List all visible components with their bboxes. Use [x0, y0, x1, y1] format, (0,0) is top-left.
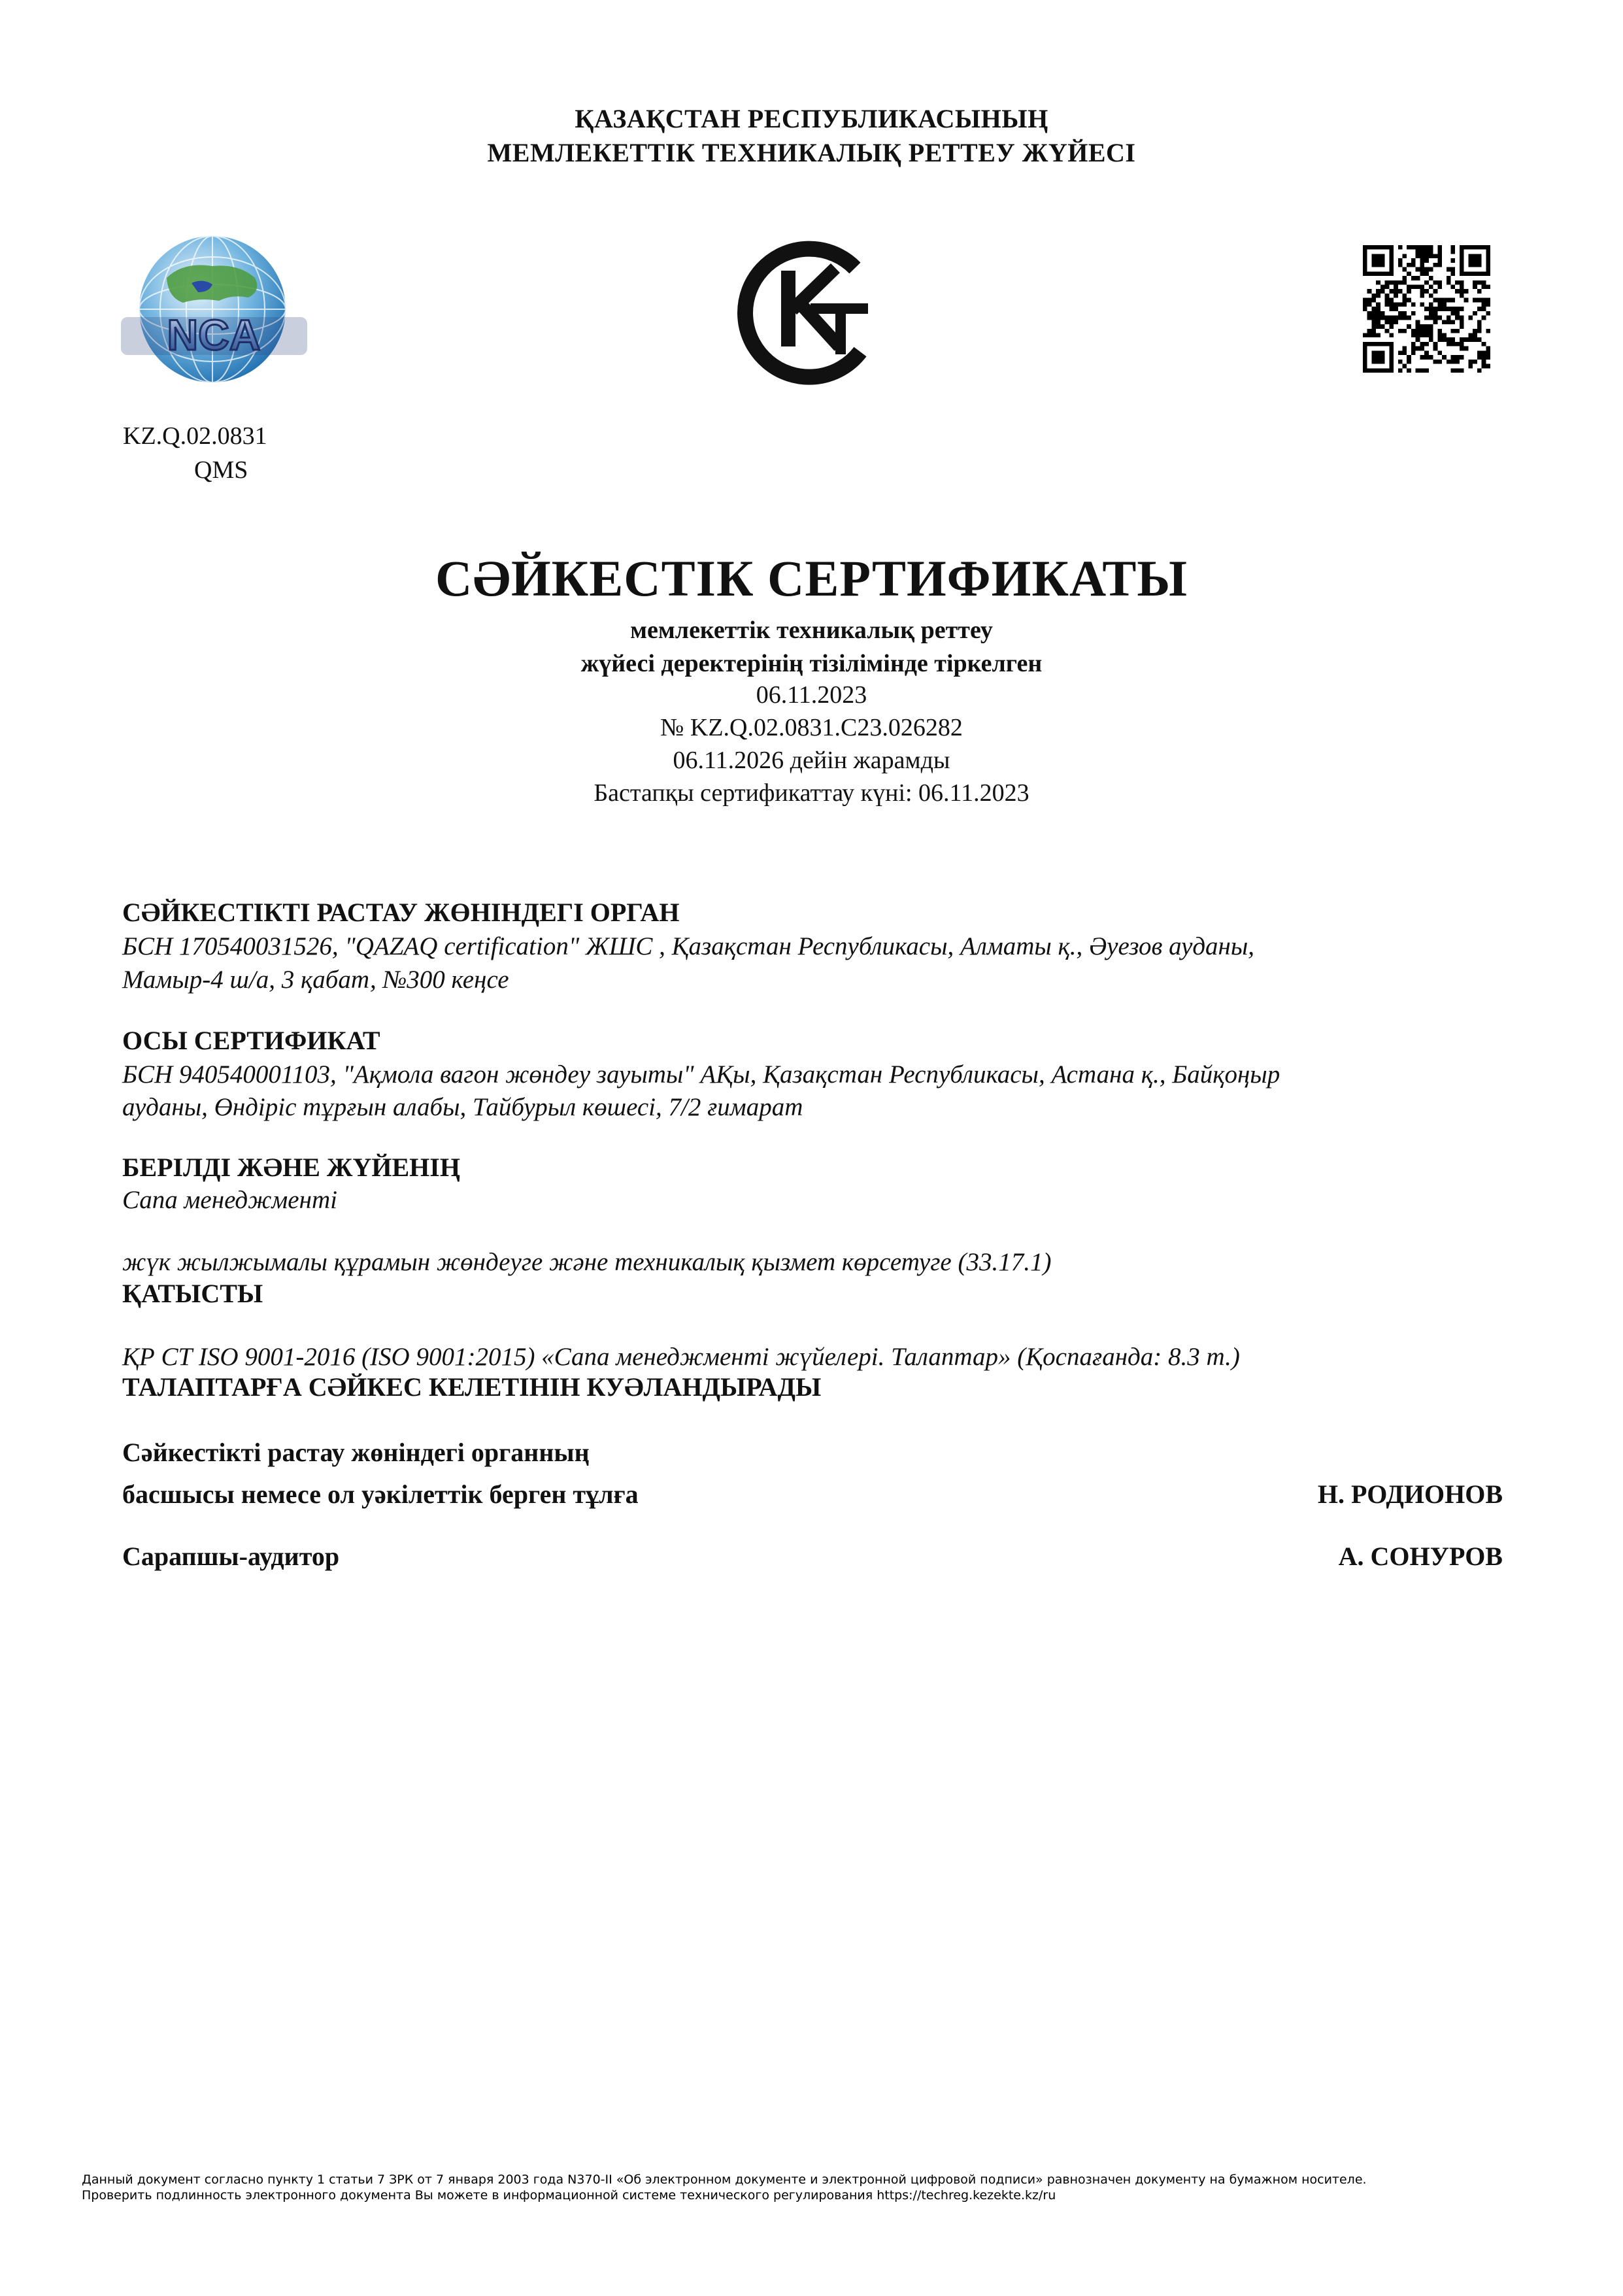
certificate-holder-line-1: БСН 940540001103, "Ақмола вагон жөндеу зауыты" АҚы, Қазақстан Республикасы, Астана қ., Байқоңыр — [122, 1060, 1280, 1089]
scope-of-activity: жүк жылжымалы құрамын жөндеуге және техникалық қызмет көрсетуге (33.17.1) — [122, 1248, 1052, 1276]
registration-date: 06.11.2023 — [756, 681, 867, 709]
header-line-1: ҚАЗАҚСТАН РЕСПУБЛИКАСЫНЫҢ — [575, 104, 1048, 133]
certification-body-line-1: БСН 170540031526, "QAZAQ certification" ЖШС , Қазақстан Республикасы, Алматы қ., Әуезов ауданы, — [122, 932, 1255, 960]
footer-legal-line-2: Проверить подлинность электронного документа Вы можете в информационной системе технического регулирования https://techreg.kezekte.kz/ru — [82, 2188, 1056, 2203]
certificate-title: СӘЙКЕСТІК СЕРТИФИКАТЫ — [435, 550, 1188, 607]
initial-certification-date: Бастапқы сертификаттау күні: 06.11.2023 — [594, 779, 1029, 807]
head-signatory-name: Н. РОДИОНОВ — [1317, 1479, 1503, 1509]
this-certificate-heading: ОСЫ СЕРТИФИКАТ — [122, 1026, 380, 1055]
footer-legal-line-1: Данный документ согласно пункту 1 статьи 7 ЗРК от 7 января 2003 года N370-II «Об электронном документе и электронной цифровой подписи» равнозначен документу на бумажном носителе. — [82, 2172, 1367, 2187]
head-signatory-label-2: басшысы немесе ол уәкілеттік берген тұлға — [122, 1479, 639, 1509]
standard-reference: ҚР СТ ISO 9001-2016 (ISO 9001:2015) «Сапа менеджменті жүйелері. Талаптар» (Қоспағанда: 8.3 т.) — [122, 1343, 1240, 1371]
registry-line-2: жүйесі деректерінің тізілімінде тіркелген — [580, 650, 1043, 677]
conformity-statement: ТАЛАПТАРҒА СӘЙКЕС КЕЛЕТІНІН КУӘЛАНДЫРАДЫ — [122, 1372, 822, 1402]
kt-conformity-mark — [737, 230, 888, 387]
certificate-number: № KZ.Q.02.0831.C23.026282 — [660, 714, 963, 741]
registry-line-1: мемлекеттік техникалық реттеу — [630, 616, 993, 644]
auditor-label: Сарапшы-аудитор — [122, 1542, 340, 1571]
certification-body-heading: СӘЙКЕСТІКТІ РАСТАУ ЖӨНІНДЕГІ ОРГАН — [122, 898, 680, 927]
accreditation-code: KZ.Q.02.0831 — [123, 422, 267, 450]
header-line-2: МЕМЛЕКЕТТІК ТЕХНИКАЛЫҚ РЕТТЕУ ЖҮЙЕСІ — [487, 138, 1136, 167]
nca-logo — [121, 232, 307, 389]
accreditation-type: QMS — [194, 456, 248, 484]
valid-until: 06.11.2026 дейін жарамды — [673, 747, 950, 774]
issued-heading: БЕРІЛДІ ЖӘНЕ ЖҮЙЕНІҢ — [122, 1153, 460, 1182]
qr-code-icon[interactable] — [1363, 245, 1490, 373]
certification-body-line-2: Мамыр-4 ш/а, 3 қабат, №300 кеңсе — [122, 966, 509, 994]
management-system: Сапа менеджменті — [122, 1186, 337, 1214]
nca-logo-text: NCA — [167, 311, 261, 359]
auditor-name: А. СОНУРОВ — [1338, 1542, 1503, 1571]
regarding-label: ҚАТЫСТЫ — [122, 1279, 263, 1308]
head-signatory-label-1: Сәйкестікті растау жөніндегі органның — [122, 1438, 590, 1467]
kt-mark-text: KT — [737, 230, 739, 231]
certificate-holder-line-2: ауданы, Өндіріс тұрғын алабы, Тайбурыл көшесі, 7/2 ғимарат — [122, 1093, 803, 1121]
